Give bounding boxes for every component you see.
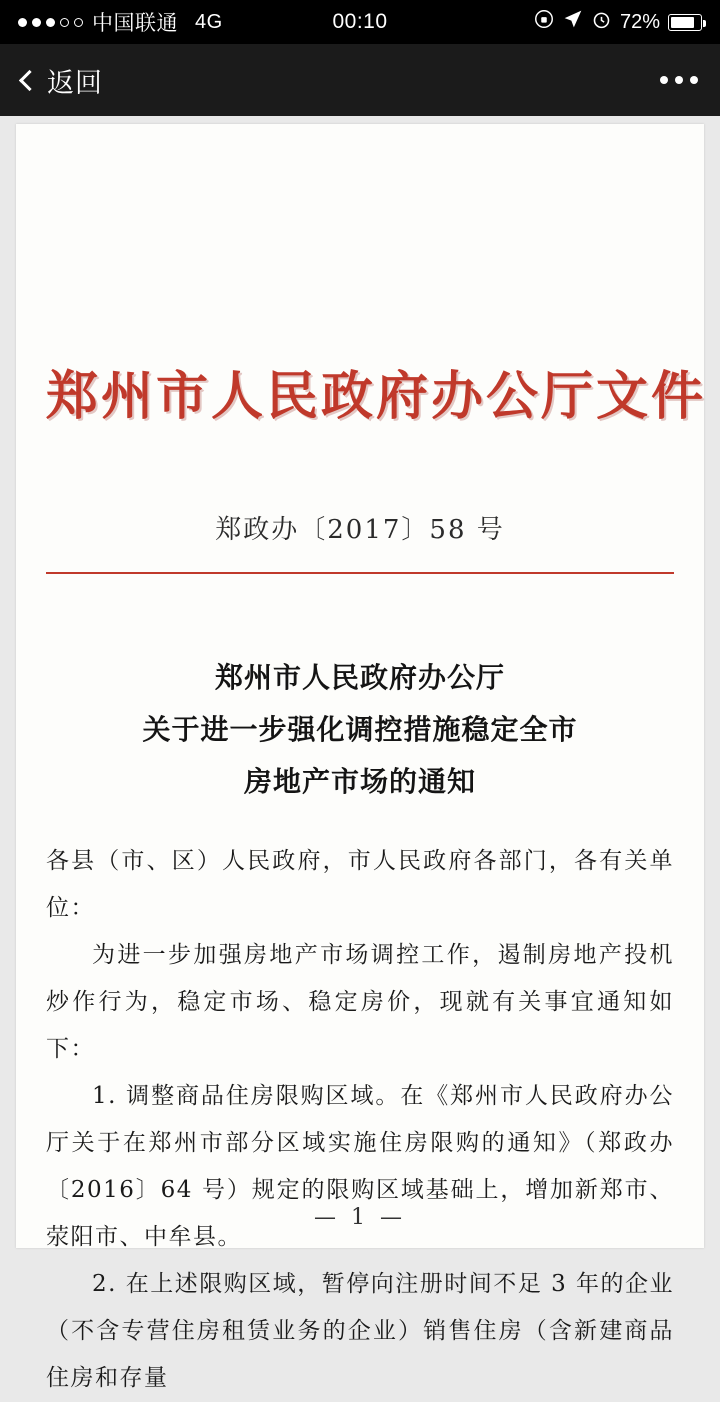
signal-dots-icon xyxy=(18,18,83,27)
status-bar xyxy=(0,0,720,44)
lock-rotation-icon xyxy=(533,8,555,36)
document-page xyxy=(16,124,707,1391)
back-button[interactable] xyxy=(22,61,103,100)
back-button-label: 返回 xyxy=(47,67,103,98)
navigation-bar xyxy=(0,44,720,116)
status-bar-left xyxy=(18,7,223,37)
location-arrow-icon xyxy=(563,9,583,35)
subject-line: 关于进一步强化调控措施稳定全市 xyxy=(142,713,578,746)
body-paragraph: 为进一步加强房地产市场调控工作，遏制房地产投机炒作行为，稳定市场、稳定房价，现就有关事宜通知如下： xyxy=(46,942,674,1062)
more-dot-icon xyxy=(660,76,668,84)
chevron-left-icon xyxy=(19,69,40,90)
document-header-title: 郑州市人民政府办公厅文件 xyxy=(46,366,707,427)
body-paragraph: 各县（市、区）人民政府，市人民政府各部门，各有关单位： xyxy=(46,848,674,921)
document-number: 郑政办〔2017〕58 号 xyxy=(215,515,505,545)
network-type-label: 4G xyxy=(195,10,223,33)
battery-percent-label: 72% xyxy=(619,10,660,33)
body-paragraph: 1. 调整商品住房限购区域。在《郑州市人民政府办公厅关于在郑州市部分区域实施住房限购的通知》（郑政办〔2016〕64 号）规定的限购区域基础上，增加新郑市、荥阳市、中牟县。 xyxy=(46,1083,674,1250)
more-dot-icon xyxy=(675,76,683,84)
alarm-clock-icon xyxy=(591,9,612,36)
more-dot-icon xyxy=(690,76,698,84)
page-number: — 1 — xyxy=(314,1205,406,1230)
subject-line: 郑州市人民政府办公厅 xyxy=(214,661,505,694)
more-options-button[interactable] xyxy=(660,76,698,84)
body-paragraph: 2. 在上述限购区域，暂停向注册时间不足 3 年的企业（不含专营住房租赁业务的企业）销售住房（含新建商品住房和存量 xyxy=(46,1271,675,1391)
subject-line: 房地产市场的通知 xyxy=(243,765,476,798)
carrier-label: 中国联通 xyxy=(92,12,178,35)
document-body xyxy=(46,838,674,1402)
document-viewport[interactable] xyxy=(0,116,720,1391)
status-bar-right xyxy=(533,8,702,36)
red-divider-rule xyxy=(46,572,674,574)
document-subject xyxy=(46,652,674,808)
status-bar-clock: 00:10 xyxy=(332,10,388,33)
battery-icon xyxy=(668,14,702,31)
